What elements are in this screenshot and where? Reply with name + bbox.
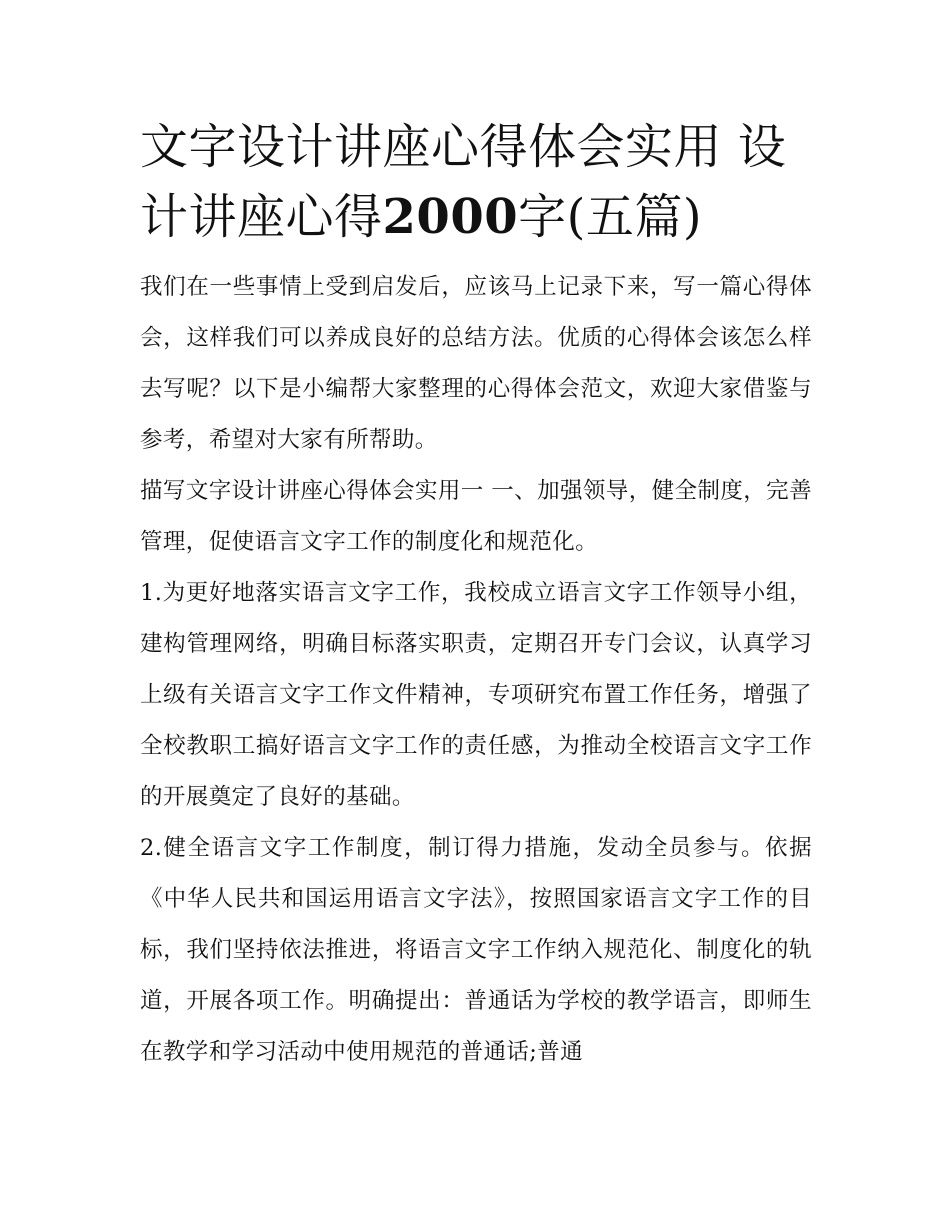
- paragraph-item-2: 2.健全语言文字工作制度，制订得力措施，发动全员参与。依据《中华人民共和国运用语言文字法》，按照国家语言文字工作的目标，我们坚持依法推进，将语言文字工作纳入规范化、制度化的轨道，开展各项工作。明确提出：普通话为学校的教学语言，即师生在教学和学习活动中使用规范的普通话;普通: [140, 835, 812, 1065]
- paragraph-section-one: 描写文字设计讲座心得体会实用一 一、加强领导，健全制度，完善管理，促使语言文字工作的制度化和规范化。: [140, 478, 812, 555]
- paragraph-item-1: 1.为更好地落实语言文字工作，我校成立语言文字工作领导小组，建构管理网络，明确目标落实职责，定期召开专门会议，认真学习上级有关语言文字工作文件精神，专项研究布置工作任务，增强了全校教职工搞好语言文字工作的责任感，为推动全校语言文字工作的开展奠定了良好的基础。: [140, 580, 812, 810]
- document-body: [140, 262, 812, 1078]
- paragraph-intro: 我们在一些事情上受到启发后，应该马上记录下来，写一篇心得体会，这样我们可以养成良好的总结方法。优质的心得体会该怎么样去写呢？以下是小编帮大家整理的心得体会范文，欢迎大家借鉴与参考，希望对大家有所帮助。: [140, 274, 812, 453]
- document-title: 文字设计讲座心得体会实用 设计讲座心得2000字(五篇): [140, 119, 787, 245]
- document-page: [140, 112, 812, 1078]
